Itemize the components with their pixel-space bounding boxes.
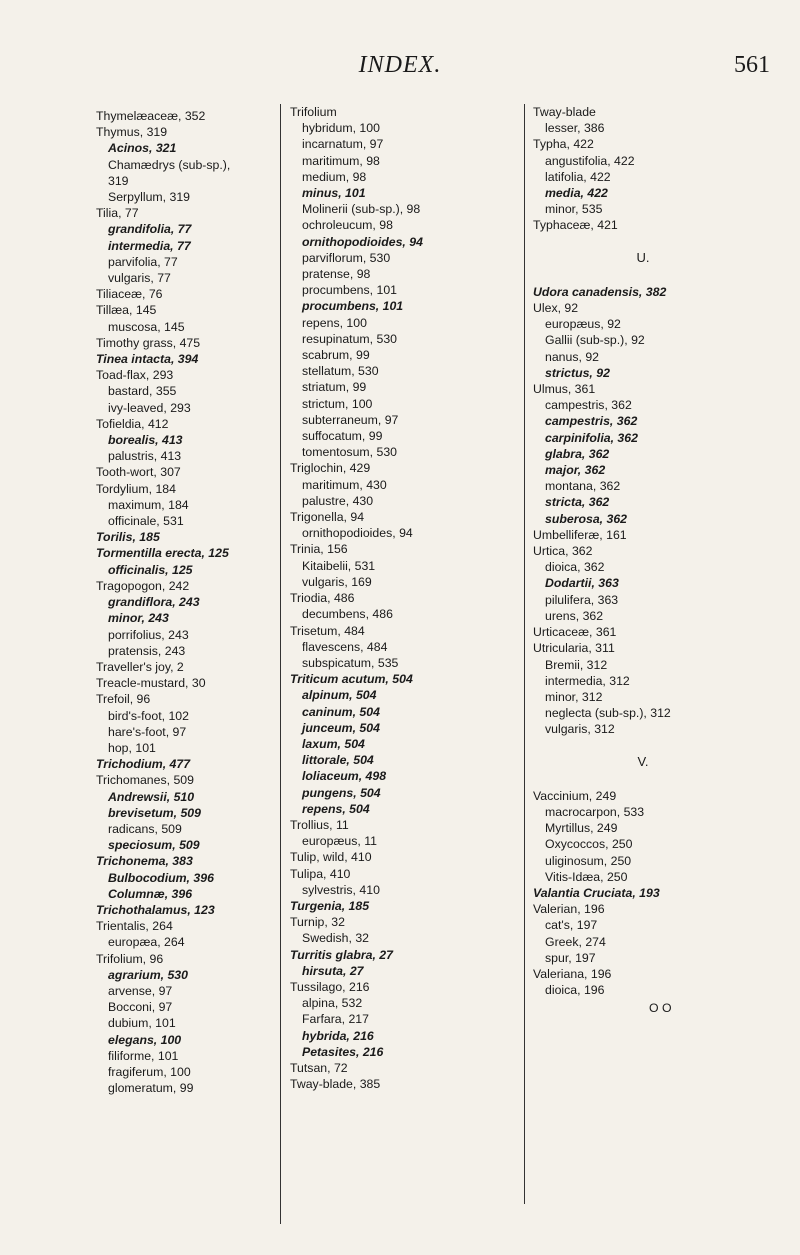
index-entry: Trifolium, 96 bbox=[96, 951, 164, 966]
index-entry: latifolia, 422 bbox=[545, 169, 611, 184]
index-entry: palustre, 430 bbox=[302, 493, 374, 508]
index-entry: repens, 504 bbox=[302, 801, 370, 816]
index-entry: Triglochin, 429 bbox=[290, 461, 371, 476]
index-entry: suffocatum, 99 bbox=[302, 429, 383, 444]
index-entry: officinale, 531 bbox=[108, 514, 184, 529]
index-entry: Turnip, 32 bbox=[290, 915, 345, 930]
index-entry: filiforme, 101 bbox=[108, 1048, 179, 1063]
index-entry: Thymus, 319 bbox=[96, 125, 168, 140]
index-entry: tomentosum, 530 bbox=[302, 445, 398, 460]
index-entry: Oxycoccos, 250 bbox=[545, 837, 633, 852]
index-entry: laxum, 504 bbox=[302, 736, 365, 751]
index-entry: sylvestris, 410 bbox=[302, 882, 380, 897]
index-entry: subspicatum, 535 bbox=[302, 655, 399, 670]
index-entry: neglecta (sub-sp.), 312 bbox=[545, 706, 671, 721]
index-entry: glomeratum, 99 bbox=[108, 1081, 194, 1096]
index-entry: Tooth-wort, 307 bbox=[96, 465, 181, 480]
index-entry: pilulifera, 363 bbox=[545, 592, 619, 607]
index-entry: suberosa, 362 bbox=[545, 511, 628, 526]
index-entry: palustris, 413 bbox=[108, 449, 182, 464]
index-entry: Chamædrys (sub-sp.), bbox=[108, 157, 231, 172]
index-entry: grandiflora, 243 bbox=[108, 595, 200, 610]
index-entry: Tormentilla erecta, 125 bbox=[96, 546, 229, 561]
index-entry: elegans, 100 bbox=[108, 1032, 182, 1047]
index-entry: europæus, 11 bbox=[302, 834, 377, 849]
index-entry: dioica, 196 bbox=[545, 983, 605, 998]
index-entry: Myrtillus, 249 bbox=[545, 821, 618, 836]
index-entry: Valantia Cruciata, 193 bbox=[533, 885, 660, 900]
index-entry: spur, 197 bbox=[545, 950, 596, 965]
index-entry: Tinea intacta, 394 bbox=[96, 352, 199, 367]
index-entry: borealis, 413 bbox=[108, 433, 183, 448]
index-entry: Valerian, 196 bbox=[533, 902, 605, 917]
index-entry: maritimum, 98 bbox=[302, 153, 380, 168]
index-entry: Tussilago, 216 bbox=[290, 979, 370, 994]
index-entry: porrifolius, 243 bbox=[108, 627, 189, 642]
index-entry: procumbens, 101 bbox=[302, 299, 404, 314]
index-entry: hirsuta, 27 bbox=[302, 963, 364, 978]
signature-mark: O O bbox=[649, 1001, 672, 1016]
index-entry: Tulip, wild, 410 bbox=[290, 850, 372, 865]
index-entry: Trientalis, 264 bbox=[96, 919, 173, 934]
page-number: 561 bbox=[734, 52, 770, 78]
index-entry: Acinos, 321 bbox=[108, 141, 177, 156]
index-entry: Trifolium bbox=[290, 105, 337, 119]
index-entry: Bremii, 312 bbox=[545, 657, 608, 672]
index-entry: dubium, 101 bbox=[108, 1016, 176, 1031]
index-entry: repens, 100 bbox=[302, 315, 367, 330]
index-entry: stellatum, 530 bbox=[302, 364, 379, 379]
index-entry: Dodartii, 363 bbox=[545, 576, 619, 591]
index-column-1 bbox=[96, 108, 266, 1096]
index-entry: junceum, 504 bbox=[302, 720, 380, 735]
index-entry: medium, 98 bbox=[302, 169, 367, 184]
index-entry: Toad-flax, 293 bbox=[96, 368, 174, 383]
index-entry: Kitaibelii, 531 bbox=[302, 558, 376, 573]
index-entry: Tway-blade bbox=[533, 105, 596, 119]
index-entry: uliginosum, 250 bbox=[545, 853, 632, 868]
index-column-2 bbox=[280, 104, 512, 1224]
index-entry: pungens, 504 bbox=[302, 785, 381, 800]
index-entry: Trefoil, 96 bbox=[96, 692, 151, 707]
index-entry: Trichodium, 477 bbox=[96, 757, 191, 772]
index-entry: Trichothalamus, 123 bbox=[96, 902, 215, 917]
index-entry: ochroleucum, 98 bbox=[302, 218, 393, 233]
index-entry: Udora canadensis, 382 bbox=[533, 284, 667, 299]
page-header bbox=[0, 46, 800, 86]
index-entry: major, 362 bbox=[545, 463, 606, 478]
index-entry: procumbens, 101 bbox=[302, 283, 398, 298]
index-entry: Tillæa, 145 bbox=[96, 303, 157, 318]
index-entry: bastard, 355 bbox=[108, 384, 177, 399]
index-entry: radicans, 509 bbox=[108, 821, 182, 836]
index-column-3 bbox=[524, 104, 753, 1204]
index-entry: Petasites, 216 bbox=[302, 1044, 384, 1059]
index-entry: parvifolia, 77 bbox=[108, 254, 178, 269]
index-entry: vulgaris, 312 bbox=[545, 722, 615, 737]
index-entry: Urtica, 362 bbox=[533, 544, 593, 559]
index-entry: Molinerii (sub-sp.), 98 bbox=[302, 202, 421, 217]
index-entry: scabrum, 99 bbox=[302, 348, 370, 363]
index-entry: urens, 362 bbox=[545, 608, 604, 623]
index-entry: caninum, 504 bbox=[302, 704, 380, 719]
index-entry: Tiliaceæ, 76 bbox=[96, 287, 163, 302]
index-entry: stricta, 362 bbox=[545, 495, 610, 510]
index-entry: strictus, 92 bbox=[545, 365, 610, 380]
index-entry: Ulmus, 361 bbox=[533, 382, 596, 397]
index-entry: minor, 535 bbox=[545, 202, 603, 217]
index-entry: europæa, 264 bbox=[108, 935, 185, 950]
index-entry: Turritis glabra, 27 bbox=[290, 947, 393, 962]
index-entry: intermedia, 77 bbox=[108, 238, 191, 253]
index-entry: hop, 101 bbox=[108, 740, 156, 755]
index-entry: Vaccinium, 249 bbox=[533, 788, 617, 803]
index-entry: media, 422 bbox=[545, 186, 608, 201]
index-entry: Vitis-Idæa, 250 bbox=[545, 869, 628, 884]
section-heading: U. bbox=[636, 249, 650, 265]
index-entry: fragiferum, 100 bbox=[108, 1064, 191, 1079]
index-entry: Treacle-mustard, 30 bbox=[96, 676, 206, 691]
index-entry: Tutsan, 72 bbox=[290, 1060, 348, 1075]
index-entry: Trinia, 156 bbox=[290, 542, 348, 557]
index-entry: Trisetum, 484 bbox=[290, 623, 365, 638]
page-title: INDEX. bbox=[358, 52, 442, 78]
index-entry: striatum, 99 bbox=[302, 380, 367, 395]
index-entry: loliaceum, 498 bbox=[302, 769, 387, 784]
index-entry: Typhaceæ, 421 bbox=[533, 218, 618, 233]
index-entry: ivy-leaved, 293 bbox=[108, 400, 191, 415]
index-entry: ornithopodioides, 94 bbox=[302, 526, 413, 541]
index-entry: Urticaceæ, 361 bbox=[533, 625, 617, 640]
index-entry: Utricularia, 311 bbox=[533, 641, 615, 656]
index-entry: montana, 362 bbox=[545, 479, 621, 494]
index-entry: officinalis, 125 bbox=[108, 562, 193, 577]
index-entry: Ulex, 92 bbox=[533, 301, 579, 316]
index-entry: pratensis, 243 bbox=[108, 643, 186, 658]
index-entry: littorale, 504 bbox=[302, 753, 374, 768]
index-entry: vulgaris, 77 bbox=[108, 271, 171, 286]
index-entry: Tilia, 77 bbox=[96, 206, 139, 221]
index-entry: Tulipa, 410 bbox=[290, 866, 351, 881]
index-entry: Gallii (sub-sp.), 92 bbox=[545, 333, 645, 348]
index-entry: Andrewsii, 510 bbox=[108, 789, 195, 804]
index-entry: Triticum acutum, 504 bbox=[290, 672, 413, 687]
index-entry: Greek, 274 bbox=[545, 934, 606, 949]
index-entry: Tway-blade, 385 bbox=[290, 1077, 381, 1092]
index-entry: maximum, 184 bbox=[108, 497, 189, 512]
index-entry: maritimum, 430 bbox=[302, 477, 387, 492]
index-entry: vulgaris, 169 bbox=[302, 574, 372, 589]
index-entry: alpina, 532 bbox=[302, 996, 363, 1011]
index-entry: parviflorum, 530 bbox=[302, 250, 391, 265]
index-entry: arvense, 97 bbox=[108, 983, 173, 998]
section-heading: V. bbox=[637, 753, 649, 769]
index-entry: Triodia, 486 bbox=[290, 591, 355, 606]
index-entry: incarnatum, 97 bbox=[302, 137, 384, 152]
index-entry: Traveller's joy, 2 bbox=[96, 659, 184, 674]
index-entry: campestris, 362 bbox=[545, 398, 632, 413]
index-entry: Umbelliferæ, 161 bbox=[533, 527, 627, 542]
index-entry: hybridum, 100 bbox=[302, 121, 380, 136]
index-entry: alpinum, 504 bbox=[302, 688, 377, 703]
index-entry: Trigonella, 94 bbox=[290, 510, 365, 525]
index-entry: flavescens, 484 bbox=[302, 639, 388, 654]
index-entry: intermedia, 312 bbox=[545, 673, 630, 688]
index-entry: Torilis, 185 bbox=[96, 530, 160, 545]
index-entry: Columnæ, 396 bbox=[108, 886, 193, 901]
index-entry: Trollius, 11 bbox=[290, 817, 349, 832]
index-entry: Valeriana, 196 bbox=[533, 966, 612, 981]
index-entry: Thymelæaceæ, 352 bbox=[96, 109, 206, 123]
index-entry: Bulbocodium, 396 bbox=[108, 870, 214, 885]
index-entry: Turgenia, 185 bbox=[290, 898, 370, 913]
index-entry: minor, 243 bbox=[108, 611, 169, 626]
index-entry: Trichonema, 383 bbox=[96, 854, 193, 869]
index-entry: glabra, 362 bbox=[545, 446, 610, 461]
index-entry: strictum, 100 bbox=[302, 396, 373, 411]
index-entry: grandifolia, 77 bbox=[108, 222, 192, 237]
index-entry: Tragopogon, 242 bbox=[96, 578, 190, 593]
index-entry: Bocconi, 97 bbox=[108, 1000, 173, 1015]
index-entry: bird's-foot, 102 bbox=[108, 708, 189, 723]
index-entry: brevisetum, 509 bbox=[108, 805, 201, 820]
index-entry: speciosum, 509 bbox=[108, 838, 200, 853]
index-entry: Timothy grass, 475 bbox=[96, 335, 201, 350]
index-entry: Tofieldia, 412 bbox=[96, 416, 169, 431]
index-entry: europæus, 92 bbox=[545, 317, 621, 332]
index-entry: decumbens, 486 bbox=[302, 607, 393, 622]
index-entry: Swedish, 32 bbox=[302, 931, 369, 946]
index-entry: Farfara, 217 bbox=[302, 1012, 369, 1027]
index-entry: macrocarpon, 533 bbox=[545, 804, 645, 819]
index-entry: angustifolia, 422 bbox=[545, 153, 635, 168]
index-entry: Typha, 422 bbox=[533, 137, 594, 152]
index-entry: 319 bbox=[108, 173, 129, 188]
index-entry: Tordylium, 184 bbox=[96, 481, 176, 496]
index-entry: lesser, 386 bbox=[545, 121, 605, 136]
index-entry: ornithopodioides, 94 bbox=[302, 234, 423, 249]
index-entry: minor, 312 bbox=[545, 689, 603, 704]
index-entry: campestris, 362 bbox=[545, 414, 638, 429]
index-entry: muscosa, 145 bbox=[108, 319, 185, 334]
index-entry: carpinifolia, 362 bbox=[545, 430, 638, 445]
index-entry: agrarium, 530 bbox=[108, 967, 188, 982]
index-entry: Trichomanes, 509 bbox=[96, 773, 194, 788]
index-entry: hare's-foot, 97 bbox=[108, 724, 187, 739]
index-entry: hybrida, 216 bbox=[302, 1028, 374, 1043]
index-entry: minus, 101 bbox=[302, 186, 366, 201]
index-entry: dioica, 362 bbox=[545, 560, 605, 575]
index-entry: Serpyllum, 319 bbox=[108, 190, 191, 205]
index-entry: nanus, 92 bbox=[545, 349, 600, 364]
index-entry: cat's, 197 bbox=[545, 918, 598, 933]
index-entry: subterraneum, 97 bbox=[302, 412, 399, 427]
index-entry: resupinatum, 530 bbox=[302, 331, 398, 346]
index-entry: pratense, 98 bbox=[302, 267, 371, 282]
